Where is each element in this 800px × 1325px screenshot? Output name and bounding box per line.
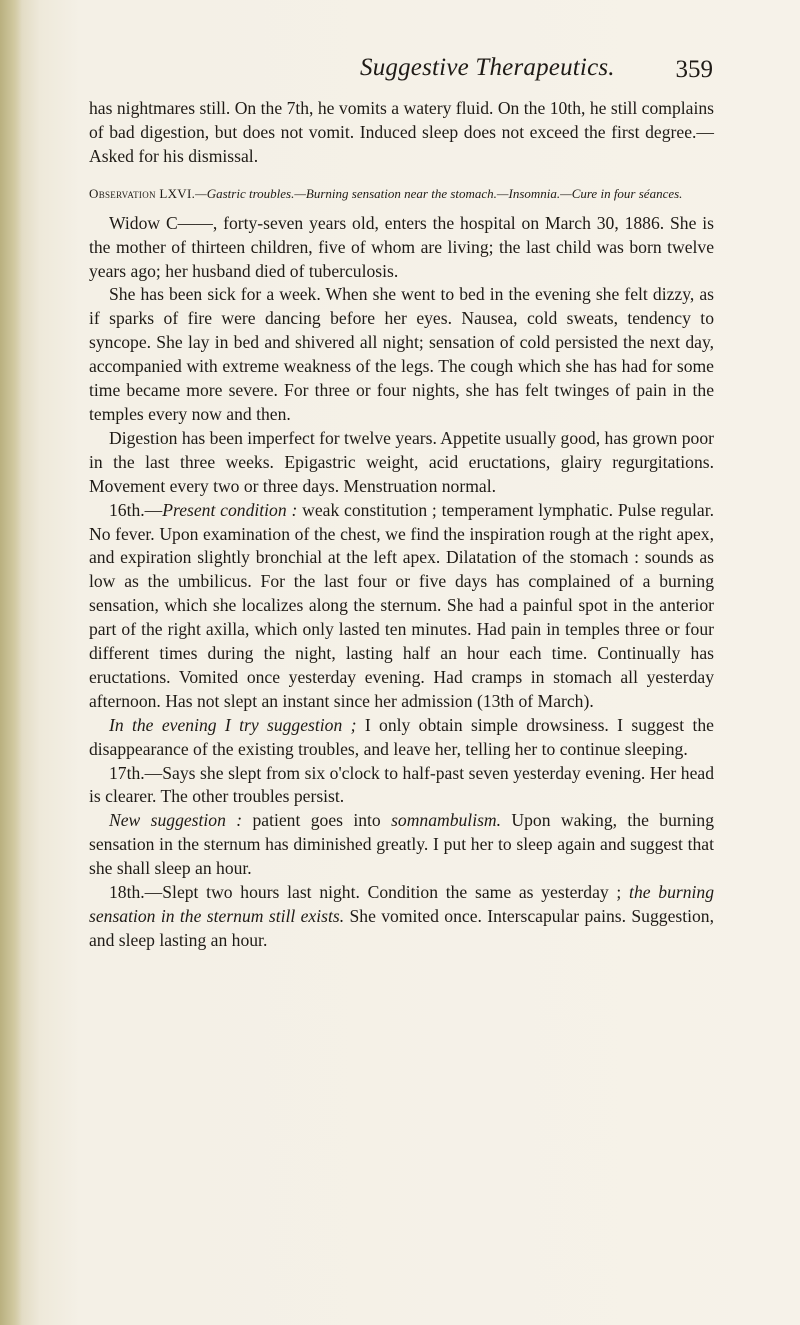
- observation-heading: [89, 184, 714, 203]
- page-spine-shadow: [0, 0, 22, 1325]
- running-header: [360, 54, 690, 82]
- observation-label: Observation LXVI.: [89, 185, 196, 201]
- p9-rest: She vomited once. Interscapular pains. Suggestion, and sleep lasting an hour.: [89, 906, 714, 950]
- page-number: 359: [675, 56, 713, 83]
- p9-lead: 18th.—Slept two hours last night. Condition the same as yesterday ;: [109, 882, 622, 903]
- paragraph-8: [89, 809, 714, 881]
- observation-title: —Gastric troubles.—Burning sensation near the stomach.—Insomnia.—Cure in four séances.: [195, 185, 683, 201]
- running-title: Suggestive Therapeutics.: [360, 54, 615, 81]
- paragraph-9: [89, 881, 714, 953]
- p8-mid: patient goes into: [242, 810, 392, 831]
- paragraph-2: Widow C——, forty-seven years old, enters the hospital on March 30, 1886. She is the mother of thirteen children, five of whom are living; the last child was born twelve years ago; her husband died of tuberculosis.: [89, 212, 714, 281]
- paragraph-7: 17th.—Says she slept from six o'clock to half-past seven yesterday evening. Her head is clearer. The other troubles persist.: [89, 762, 714, 807]
- p9-emphasis: the burning sensation in the sternum still exists.: [89, 882, 715, 926]
- paragraph-6: [89, 714, 714, 762]
- paragraph-5: [89, 499, 714, 714]
- p5-emphasis: Present condition :: [162, 499, 298, 520]
- p6-emphasis: In the evening I try suggestion ;: [109, 714, 357, 735]
- p6-rest: I only obtain simple drowsiness. I suggest the disappearance of the existing troubles, and leave her, telling her to continue sleeping.: [89, 714, 714, 759]
- page-body: [89, 97, 714, 953]
- p5-lead: 16th.—: [109, 499, 163, 520]
- paragraph-3: She has been sick for a week. When she went to bed in the evening she felt dizzy, as if sparks of fire were dancing before her eyes. Nausea, cold sweats, tendency to syncope. She lay in bed and shivered all night; sensation of cold persisted the next day, accompanied with extreme weakness of the legs. The cough which she has had for some time became more severe. For three or four nights, she has felt twinges of pain in the temples every now and then.: [89, 284, 714, 424]
- p5-rest: weak constitution ; temperament lymphatic. Pulse regular. No fever. Upon examination of the chest, we find the inspiration rough at the right apex, and expiration slightly bronchial at the left apex. Dilatation of the stomach : sounds as low as the umbilicus. For the last four or five days has complained of a burning sensation, which she localizes along the sternum. She had a painful spot in the anterior part of the right axilla, which only lasted ten minutes. Had pain in temples three or four different times during the night, lasting half an hour each time. Continually has eructations. Vomited once yesterday evening. Had cramps in stomach all yesterday afternoon. Has not slept an instant since her admission (13th of March).: [89, 499, 714, 711]
- p8-emphasis-2: somnambulism.: [391, 810, 502, 831]
- paragraph-4: Digestion has been imperfect for twelve years. Appetite usually good, has grown poor in the last three weeks. Epigastric weight, acid eructations, glairy regurgitations. Movement every two or three days. Menstruation normal.: [89, 427, 714, 496]
- p8-emphasis: New suggestion :: [109, 810, 243, 831]
- paragraph-1: has nightmares still. On the 7th, he vomits a watery fluid. On the 10th, he still complains of bad digestion, but does not vomit. Induced sleep does not exceed the first degree.—Asked for his dismissal.: [89, 98, 714, 166]
- p8-rest: Upon waking, the burning sensation in the sternum has diminished greatly. I put her to sleep again and suggest that she shall sleep an hour.: [89, 810, 714, 879]
